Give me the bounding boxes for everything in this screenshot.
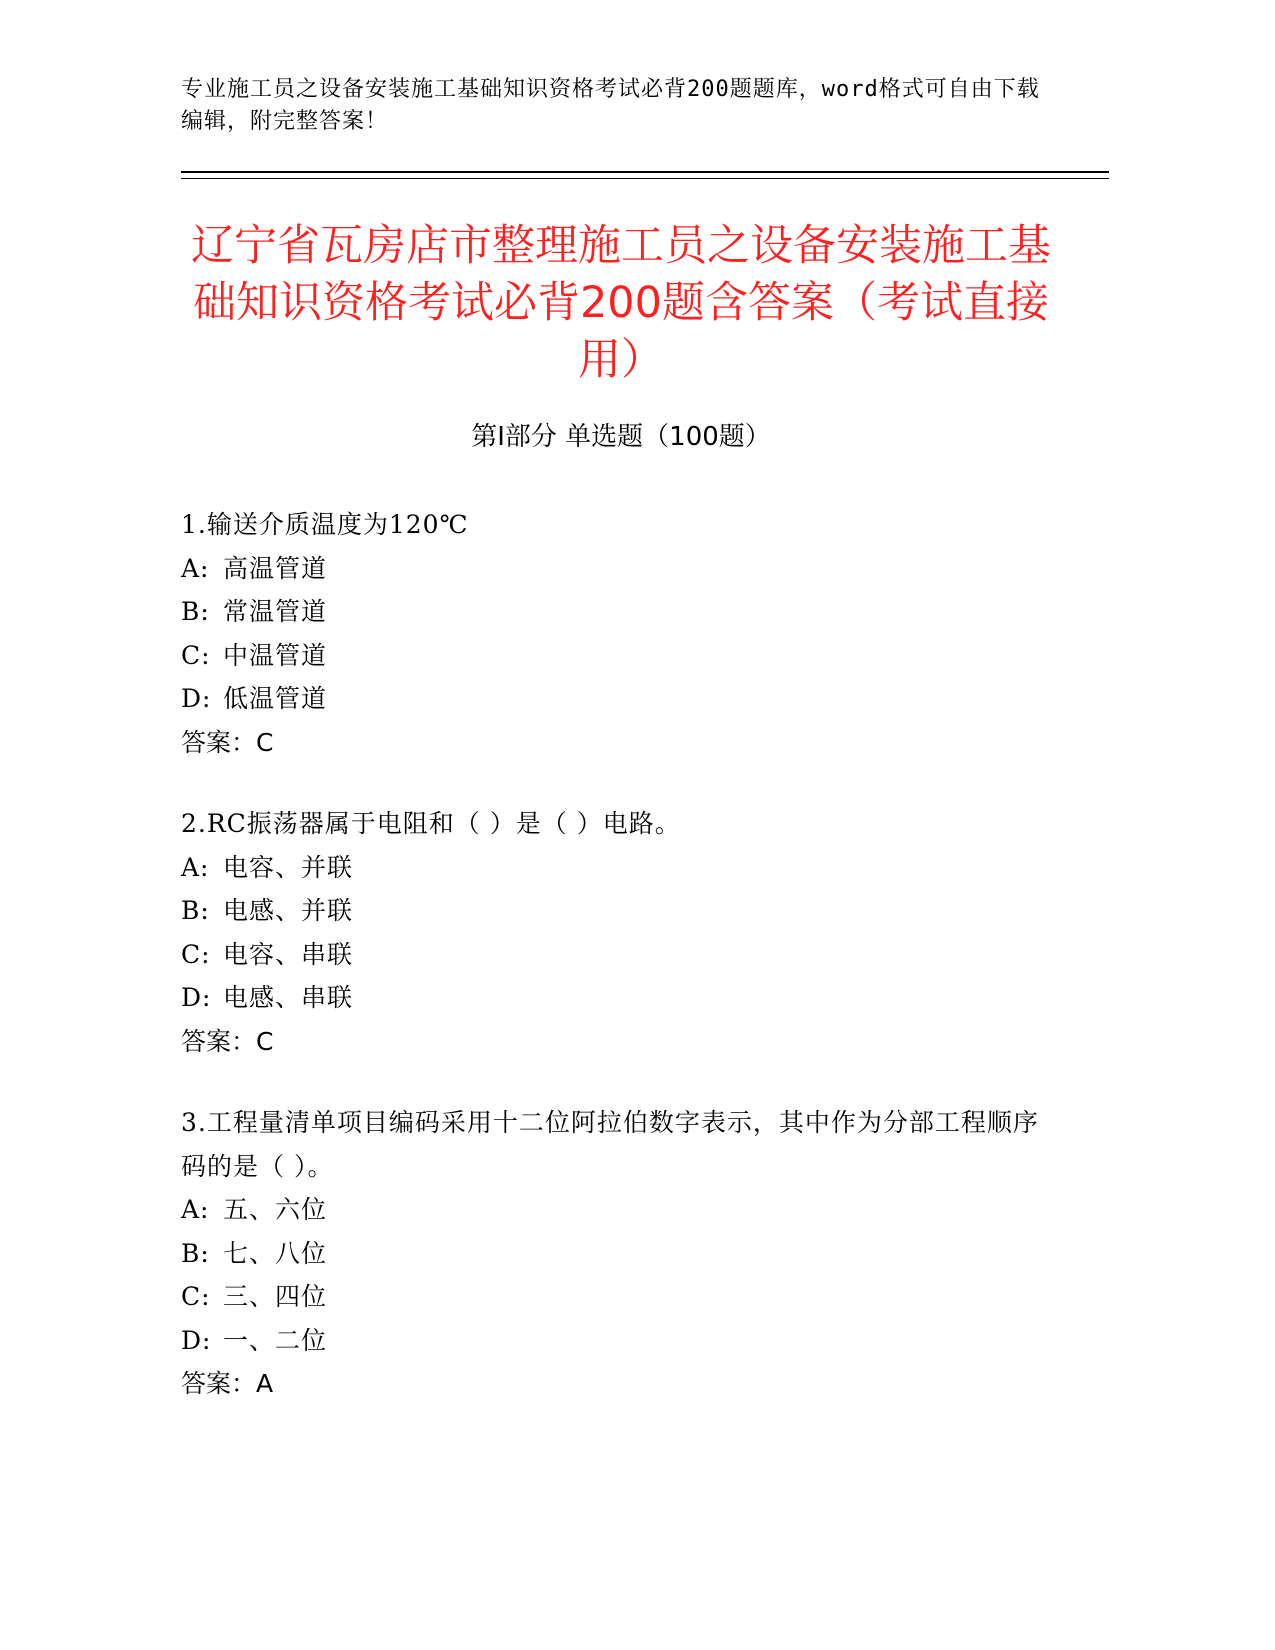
option-d (181, 677, 1061, 721)
option-letter: A: (181, 852, 210, 882)
option-text: 三、四位 (223, 1282, 328, 1311)
option-letter: B: (181, 597, 210, 626)
answer-line: 答案：A (181, 1369, 274, 1398)
option-text: 电感、并联 (223, 896, 354, 925)
option-letter: D: (181, 684, 212, 713)
option-letter: C: (181, 1282, 211, 1311)
option-text: 中温管道 (223, 640, 328, 670)
question-1 (181, 503, 1061, 764)
option-text: 五、六位 (223, 1195, 328, 1224)
option-letter: C: (181, 640, 211, 670)
question-stem: 2.RC振荡器属于电阻和（ ）是（ ）电路。 (181, 809, 681, 838)
option-b (181, 1232, 1061, 1276)
option-d (181, 1319, 1061, 1363)
option-text: 电容、并联 (223, 852, 354, 882)
option-text: 电感、串联 (223, 983, 354, 1012)
question-stem: 3.工程量清单项目编码采用十二位阿拉伯数字表示，其中作为分部工程顺序码的是（ ）。 (181, 1108, 1039, 1181)
option-text: 常温管道 (223, 597, 328, 626)
option-letter: C: (181, 939, 211, 969)
option-b (181, 590, 1061, 634)
option-letter: A: (181, 1195, 210, 1224)
question-stem: 1.输送介质温度为120℃ (181, 510, 469, 539)
option-letter: B: (181, 896, 210, 925)
header-rule-thin (181, 178, 1109, 179)
option-text: 低温管道 (223, 684, 328, 713)
question-2 (181, 802, 1061, 1063)
option-c (181, 634, 1061, 678)
option-a (181, 1188, 1061, 1232)
option-text: 一、二位 (223, 1325, 328, 1355)
option-c (181, 1275, 1061, 1319)
intro-text: 专业施工员之设备安装施工基础知识资格考试必背200题题库，word格式可自由下载编辑，附完整答案！ (181, 77, 1040, 134)
option-c (181, 933, 1061, 977)
option-a (181, 547, 1061, 591)
section-heading: 第Ⅰ部分 单选题（100题） (471, 422, 771, 452)
option-text: 七、八位 (223, 1238, 328, 1268)
option-text: 高温管道 (223, 553, 328, 583)
header-rule-thick (181, 171, 1109, 173)
option-letter: D: (181, 1325, 212, 1355)
option-b (181, 889, 1061, 933)
option-d (181, 976, 1061, 1020)
document-title: 辽宁省瓦房店市整理施工员之设备安装施工基础知识资格考试必背200题含答案（考试直接用） (191, 221, 1051, 385)
option-text: 电容、串联 (223, 939, 354, 969)
option-letter: A: (181, 553, 210, 583)
option-a (181, 846, 1061, 890)
answer-line: 答案：C (181, 1026, 274, 1056)
question-list (181, 503, 1061, 1444)
option-letter: D: (181, 983, 212, 1012)
option-letter: B: (181, 1238, 210, 1268)
question-3 (181, 1101, 1061, 1406)
answer-line: 答案：C (181, 727, 274, 757)
